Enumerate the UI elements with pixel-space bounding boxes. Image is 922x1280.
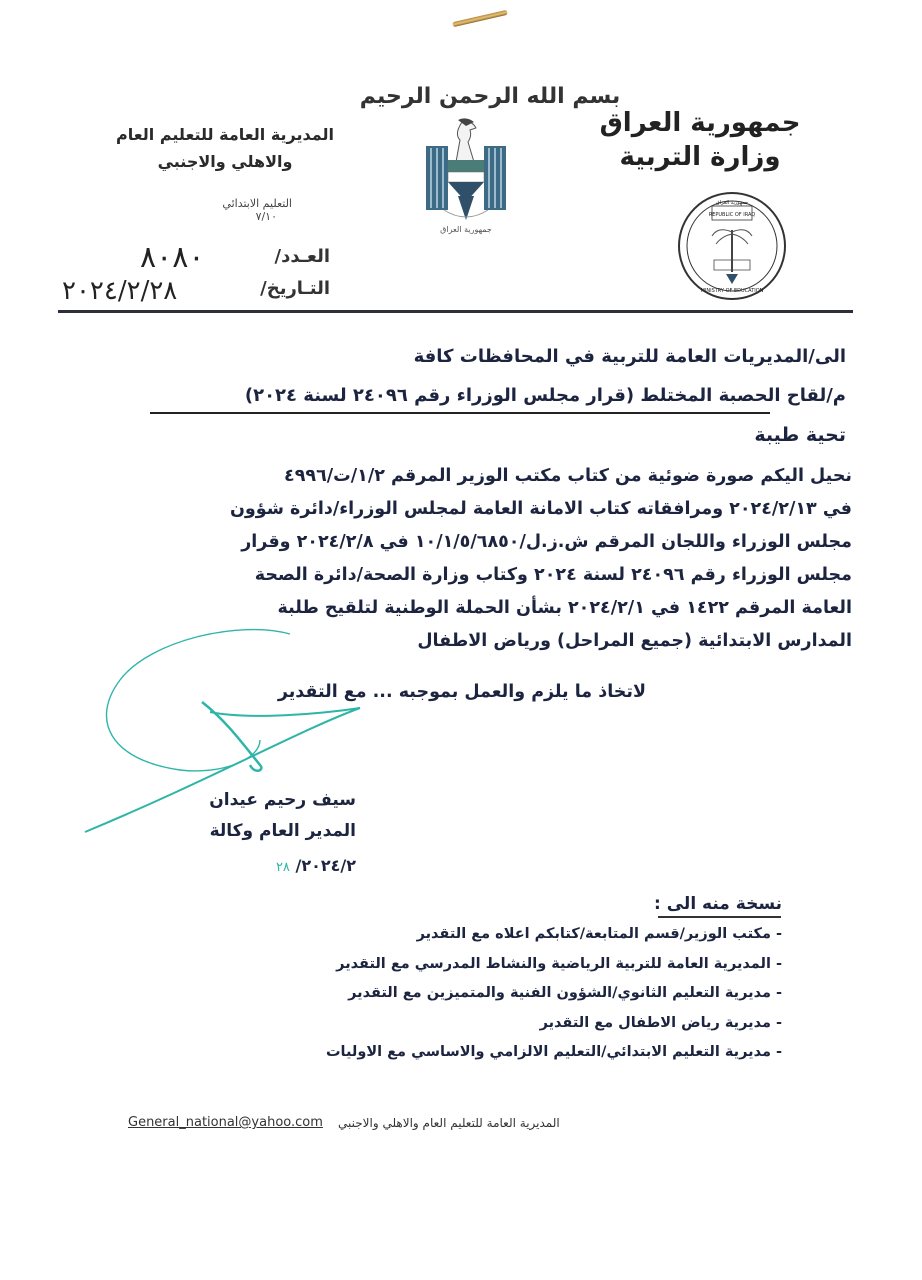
date-label: التـاريخ/: [260, 278, 330, 299]
body-line: في ٢٠٢٤/٢/١٣ ومرافقاته كتاب الامانة العامة لمجلس الوزراء/دائرة شؤون: [229, 499, 852, 519]
closing-line: لاتخاذ ما يلزم والعمل بموجبه ... مع التقدير: [277, 682, 646, 702]
paper-pin: [452, 10, 508, 27]
seal-text-en-top: REPUBLIC OF IRAQ: [708, 212, 756, 218]
greeting: تحية طيبة: [754, 424, 846, 446]
subject-underline: [150, 412, 770, 414]
signature-date-printed: ٢٠٢٤/٢/: [295, 856, 356, 875]
copies-list: [312, 920, 782, 1068]
subject-decision: (قرار مجلس الوزراء رقم ٢٤٠٩٦ لسنة ٢٠٢٤): [244, 385, 635, 406]
seal-text-en-bottom: MINISTRY OF EDUCATION: [700, 288, 764, 294]
subject-prefix: م/لقاح الحصبة المختلط: [634, 385, 846, 406]
ministry-seal-icon: [676, 190, 788, 302]
copy-recipient: - مكتب الوزير/قسم المتابعة/كتابكم اعلاه مع التقدير: [416, 926, 782, 942]
directorate-line-2: والاهلي والاجنبي: [157, 152, 293, 171]
footer-directorate: المديرية العامة للتعليم العام والاهلي والاجنبي: [338, 1116, 560, 1130]
signatory-name: سيف رحيم عيدان: [209, 790, 356, 810]
ministry-title: وزارة التربية: [619, 142, 781, 172]
copies-title: نسخة منه الى :: [654, 894, 782, 914]
letter-number: ٨٠٨٠: [140, 240, 205, 275]
number-label: العـدد/: [274, 246, 330, 267]
republic-title: جمهورية العراق: [599, 108, 801, 138]
copy-recipient: - مديرية التعليم الثانوي/الشؤون الفنية والمتميزين مع التقدير: [348, 985, 782, 1001]
emblem-caption: جمهورية العراق: [440, 225, 492, 234]
department-name: التعليم الابتدائي: [222, 197, 292, 210]
body-line: مجلس الوزراء رقم ٢٤٠٩٦ لسنة ٢٠٢٤ وكتاب وزارة الصحة/دائرة الصحة: [254, 565, 852, 585]
body-line: نحيل اليكم صورة ضوئية من كتاب مكتب الوزير المرقم ١/٢/ت/٤٩٩٦: [284, 466, 852, 486]
signature-date: [56, 856, 356, 875]
signature-date-handwritten-day: ٢٨: [275, 860, 290, 875]
iraq-emblem-icon: [418, 118, 514, 236]
seal-text-ar: جمهورية العراق: [715, 200, 749, 206]
body-line: مجلس الوزراء واللجان المرقم ش.ز.ل/١٠/١/٥/٦٨٥٠ في ٢٠٢٤/٢/٨ وقرار: [241, 532, 852, 552]
department-code: ٧/١٠: [255, 210, 277, 223]
directorate-line-1: المديرية العامة للتعليم العام: [116, 125, 334, 144]
signatory-title: المدير العام وكالة: [209, 821, 356, 841]
copy-recipient: - مديرية رياض الاطفال مع التقدير: [539, 1014, 782, 1031]
copy-recipient: - المديرية العامة للتربية الرياضية والنشاط المدرسي مع التقدير: [336, 955, 782, 972]
body-line: المدارس الابتدائية (جميع المراحل) ورياض الاطفال: [417, 631, 852, 651]
basmala: بسم الله الرحمن الرحيم: [359, 84, 621, 109]
footer-email-link[interactable]: General_national@yahoo.com: [128, 1115, 323, 1130]
letter-date: ٢٠٢٤/٢/٢٨: [62, 276, 178, 306]
recipient-line: الى/المديريات العامة للتربية في المحافظات كافة: [413, 346, 846, 367]
header-divider: [58, 310, 853, 313]
body-line: العامة المرقم ١٤٢٢ في ٢٠٢٤/٢/١ بشأن الحملة الوطنية لتلقيح طلبة: [277, 598, 852, 618]
copies-title-underline: [658, 916, 781, 918]
subject-line: [146, 385, 846, 406]
copy-recipient: - مديرية التعليم الابتدائي/التعليم الالزامي والاساسي مع الاوليات: [325, 1044, 782, 1060]
